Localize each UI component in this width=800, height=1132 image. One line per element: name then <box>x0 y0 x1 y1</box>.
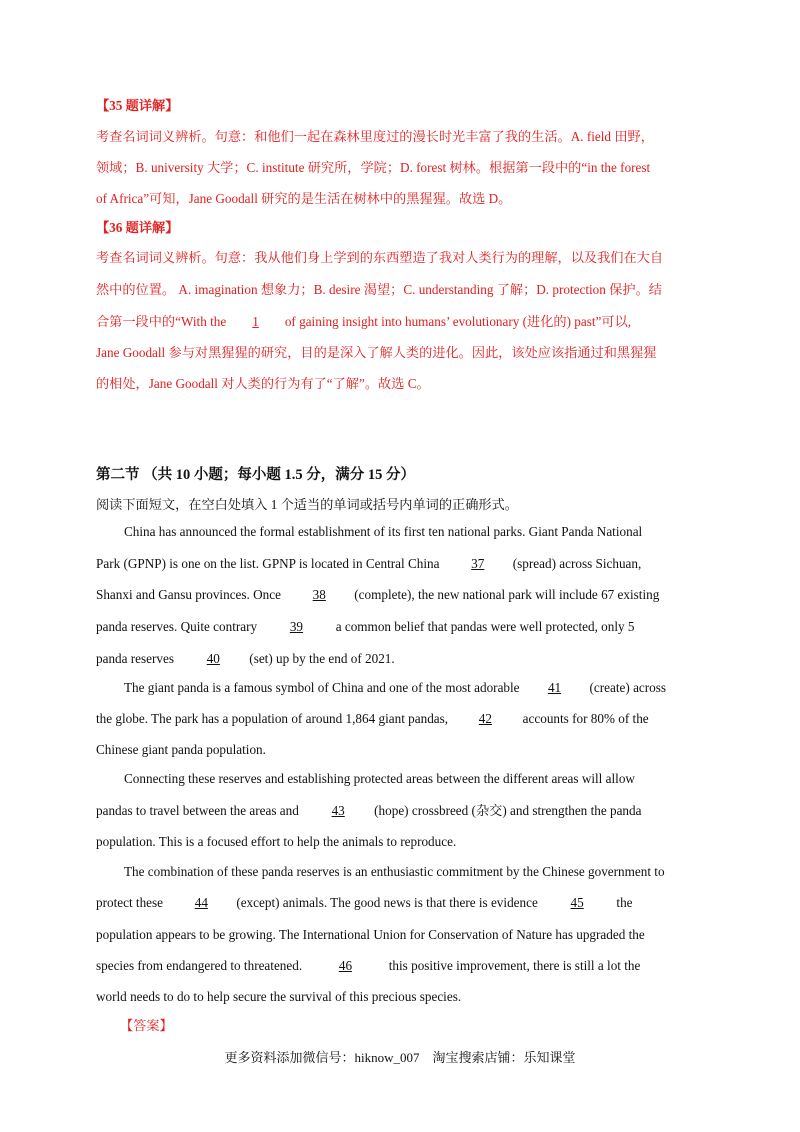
p4-line-2b: (except) animals. The good news is that there is evidence <box>236 895 542 910</box>
blank-38: 38 <box>312 587 326 602</box>
p1-line-5b: (set) up by the end of 2021. <box>249 651 395 666</box>
p3-line-3: population. This is a focused effort to help the animals to reproduce. <box>96 834 457 849</box>
blank-42: 42 <box>478 711 492 726</box>
p4-line-4b: this positive improvement, there is still a lot the <box>385 958 641 973</box>
q36-text-line-5: 的相处，Jane Goodall 对人类的行为有了“了解”。故选 C。 <box>96 376 430 391</box>
p1-line-4a: panda reserves. Quite contrary <box>96 619 261 634</box>
q35-text-line-2: 领域；B. university 大学；C. institute 研究所，学院；D. forest 树林。根据第一段中的“in the forest <box>96 160 651 175</box>
p1-line-3a: Shanxi and Gansu provinces. Once <box>96 587 285 602</box>
q35-text-line-1: 考查名词词义辨析。句意：和他们一起在森林里度过的漫长时光丰富了我的生活。A. field 田野， <box>96 129 654 144</box>
blank-45: 45 <box>570 895 584 910</box>
p2-line-1b: (create) across <box>589 680 667 695</box>
q36-blank-1: 1 <box>252 314 259 329</box>
blank-43: 43 <box>331 803 345 818</box>
q35-text-line-3: of Africa”可知，Jane Goodall 研究的是生活在树林中的黑猩猩。故选 D。 <box>96 191 512 206</box>
q36-line3-after: of gaining insight into humans’ evolutionary (进化的) past”可以, <box>281 314 632 329</box>
p4-line-1: The combination of these panda reserves is an enthusiastic commitment by the Chinese government to <box>124 864 665 879</box>
blank-46: 46 <box>338 958 353 973</box>
blank-44: 44 <box>194 895 208 910</box>
p2-line-1 <box>124 679 666 697</box>
blank-37: 37 <box>471 556 485 571</box>
p3-line-2b: (hope) crossbreed (杂交) and strengthen the panda <box>374 803 642 818</box>
p1-line-2a: Park (GPNP) is one on the list. GPNP is located in Central China <box>96 556 443 571</box>
p1-line-3b: (complete), the new national park will include 67 existing <box>354 587 660 602</box>
p2-line-3: Chinese giant panda population. <box>96 742 266 757</box>
p4-line-2a: protect these <box>96 895 167 910</box>
p1-line-5a: panda reserves <box>96 651 178 666</box>
q36-text-line-4: Jane Goodall 参与对黑猩猩的研究，目的是深入了解人类的进化。因此，该处应该指通过和黑猩猩 <box>96 345 657 360</box>
p4-line-2c: the <box>613 895 633 910</box>
q35-heading: 【35 题详解】 <box>96 98 179 113</box>
section2-title: 第二节 （共 10 小题；每小题 1.5 分，满分 15 分） <box>96 467 415 483</box>
p3-line-2 <box>96 802 641 820</box>
p1-line-2b: (spread) across Sichuan, <box>512 556 642 571</box>
q36-text-line-2: 然中的位置。 A. imagination 想象力；B. desire 渴望；C. understanding 了解；D. protection 保护。结 <box>96 282 662 297</box>
p1-line-3 <box>96 586 659 604</box>
q36-line3-before: 合第一段中的“With the <box>96 314 230 329</box>
blank-40: 40 <box>206 651 220 666</box>
p1-line-2 <box>96 555 641 573</box>
p2-line-2a: the globe. The park has a population of around 1,864 giant pandas, <box>96 711 452 726</box>
p4-line-4a: species from endangered to threatened. <box>96 958 306 973</box>
p3-line-2a: pandas to travel between the areas and <box>96 803 303 818</box>
page-footer: 更多资料添加微信号：hiknow_007 淘宝搜索店铺：乐知课堂 <box>224 1050 576 1065</box>
p2-line-2b: accounts for 80% of the <box>519 711 649 726</box>
p1-line-1: China has announced the formal establishment of its first ten national parks. Giant Panda National <box>124 524 643 539</box>
p4-line-3: population appears to be growing. The International Union for Conservation of Nature has upgraded the <box>96 927 645 942</box>
p1-line-4 <box>96 618 635 636</box>
p2-line-2 <box>96 710 649 728</box>
q36-text-line-3 <box>96 313 631 331</box>
p4-line-4 <box>96 957 640 975</box>
blank-39: 39 <box>289 619 303 634</box>
p4-line-5: world needs to do to help secure the survival of this precious species. <box>96 989 462 1004</box>
blank-41: 41 <box>547 680 562 695</box>
section2-instruction: 阅读下面短文，在空白处填入 1 个适当的单词或括号内单词的正确形式。 <box>96 497 518 512</box>
p2-line-1a: The giant panda is a famous symbol of China and one of the most adorable <box>124 680 520 695</box>
p1-line-4b: a common belief that pandas were well protected, only 5 <box>332 619 635 634</box>
p4-line-2 <box>96 894 633 912</box>
answer-label: 【答案】 <box>120 1018 173 1033</box>
p1-line-5 <box>96 650 395 668</box>
q36-text-line-1: 考查名词词义辨析。句意：我从他们身上学到的东西塑造了我对人类行为的理解，以及我们在大自 <box>96 250 664 265</box>
q36-heading: 【36 题详解】 <box>96 220 179 235</box>
p3-line-1: Connecting these reserves and establishing protected areas between the different areas will allow <box>124 771 635 786</box>
